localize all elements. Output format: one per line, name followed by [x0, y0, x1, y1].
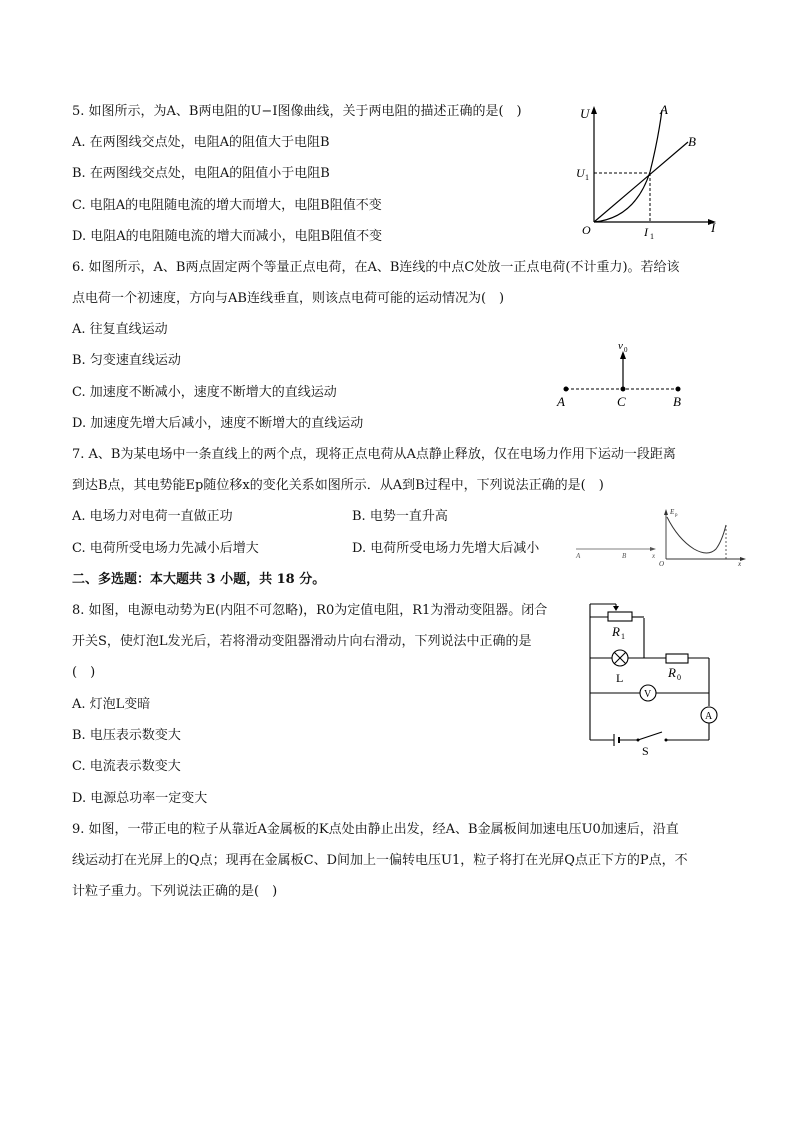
q8-ammeter-label: A [705, 711, 713, 722]
q5-line-b-label: B [688, 134, 696, 149]
section-multiple-choice: 二、多选题：本大题共 3 小题，共 18 分。 [72, 572, 326, 587]
q8-voltmeter-label: V [644, 689, 652, 700]
q8-stem-line3: ( ) [72, 665, 96, 680]
q8-stem-line2: 开关S，使灯泡L发光后，若将滑动变阻器滑动片向右滑动，下列说法中正确的是 [72, 634, 532, 649]
q5-i1-sub: 1 [650, 232, 654, 241]
q7-point-a-label: A [576, 552, 581, 560]
q5-option-b: B. 在两图线交点处，电阻A的阻值小于电阻B [72, 166, 330, 181]
q5-u1-label: U [576, 166, 585, 180]
q8-circuit-diagram [582, 598, 727, 758]
q7-option-c: C. 电荷所受电场力先减小后增大 [72, 541, 259, 556]
q9-stem-line1: 9. 如图，一带正电的粒子从靠近A金属板的K点处由静止出发，经A、B金属板间加速电压U0加速后，沿直 [72, 822, 679, 837]
q6-charges-figure [550, 335, 700, 410]
q5-y-axis-label: U [580, 106, 590, 121]
q6-option-b: B. 匀变速直线运动 [72, 353, 181, 368]
q7-ep-sub: p [675, 513, 678, 518]
q6-option-a: A. 往复直线运动 [72, 322, 168, 337]
q6-point-a-label: A [557, 394, 565, 409]
q7-x-label: x [652, 552, 656, 560]
q7-option-b: B. 电势一直升高 [352, 509, 448, 524]
q5-option-c: C. 电阻A的电阻随电流的增大而增大，电阻B阻值不变 [72, 198, 382, 213]
q8-option-a: A. 灯泡L变暗 [72, 697, 151, 712]
q5-option-a: A. 在两图线交点处，电阻A的阻值大于电阻B [72, 135, 330, 150]
q8-r1-sub: 1 [621, 632, 625, 641]
q7-ep-graph [656, 505, 751, 567]
q5-curve-a-label: A [660, 102, 668, 117]
q8-stem-line1: 8. 如图，电源电动势为E(内阻不可忽略)，R0为定值电阻，R1为滑动变阻器。闭合 [72, 603, 548, 618]
q6-v0-label: v [618, 340, 623, 352]
q7-stem-line1: 7. A、B为某电场中一条直线上的两个点，现将正点电荷从A点静止释放，仅在电场力作用下运动一段距离 [72, 447, 676, 462]
q9-stem-line2: 线运动打在光屏上的Q点；现再在金属板C、D间加上一偏转电压U1，粒子将打在光屏Q点正下方的P点，不 [72, 853, 688, 868]
q8-r0-sub: 0 [677, 673, 681, 682]
q6-point-c-label: C [617, 394, 626, 409]
q7-stem-line2: 到达B点，其电势能Ep随位移x的变化关系如图所示．从A到B过程中，下列说法正确的是( ) [72, 478, 604, 493]
q8-option-c: C. 电流表示数变大 [72, 759, 181, 774]
q6-v0-sub: 0 [624, 346, 628, 354]
q5-i1-label: I [644, 225, 648, 239]
q5-x-axis-label: I [711, 220, 716, 235]
q5-origin-label: O [582, 223, 591, 237]
q6-stem-line1: 6. 如图所示，A、B两点固定两个等量正点电荷，在A、B连线的中点C处放一正点电荷(不计重力)。若给该 [72, 260, 680, 275]
q7-origin-label: O [659, 560, 665, 567]
q5-option-d: D. 电阻A的电阻随电流的增大而减小，电阻B阻值不变 [72, 229, 383, 244]
q5-u1-sub: 1 [585, 173, 589, 182]
q6-stem-line2: 点电荷一个初速度，方向与AB连线垂直，则该点电荷可能的运动情况为( ) [72, 291, 505, 306]
q6-option-d: D. 加速度先增大后减小，速度不断增大的直线运动 [72, 416, 364, 431]
q7-line-ab [572, 540, 662, 560]
q8-option-b: B. 电压表示数变大 [72, 728, 181, 743]
q7-ep-label: E [670, 508, 675, 516]
q8-r0-label: R [668, 665, 676, 680]
q7-x-axis-label: x [738, 560, 742, 567]
q8-r1-label: R [612, 624, 620, 639]
q7-point-b-label: B [622, 552, 627, 560]
q8-lamp-label: L [616, 671, 624, 685]
q8-option-d: D. 电源总功率一定变大 [72, 791, 208, 806]
q5-ui-graph [570, 100, 730, 245]
q5-stem: 5. 如图所示，为A、B两电阻的U−I图像曲线，关于两电阻的描述正确的是( ) [72, 104, 522, 119]
q7-option-d: D. 电荷所受电场力先增大后减小 [352, 541, 540, 556]
q9-stem-line3: 计粒子重力。下列说法正确的是( ) [72, 884, 278, 899]
q6-point-b-label: B [673, 394, 681, 409]
q7-option-a: A. 电场力对电荷一直做正功 [72, 509, 233, 524]
q6-option-c: C. 加速度不断减小，速度不断增大的直线运动 [72, 385, 337, 400]
q8-switch-label: S [642, 744, 649, 758]
